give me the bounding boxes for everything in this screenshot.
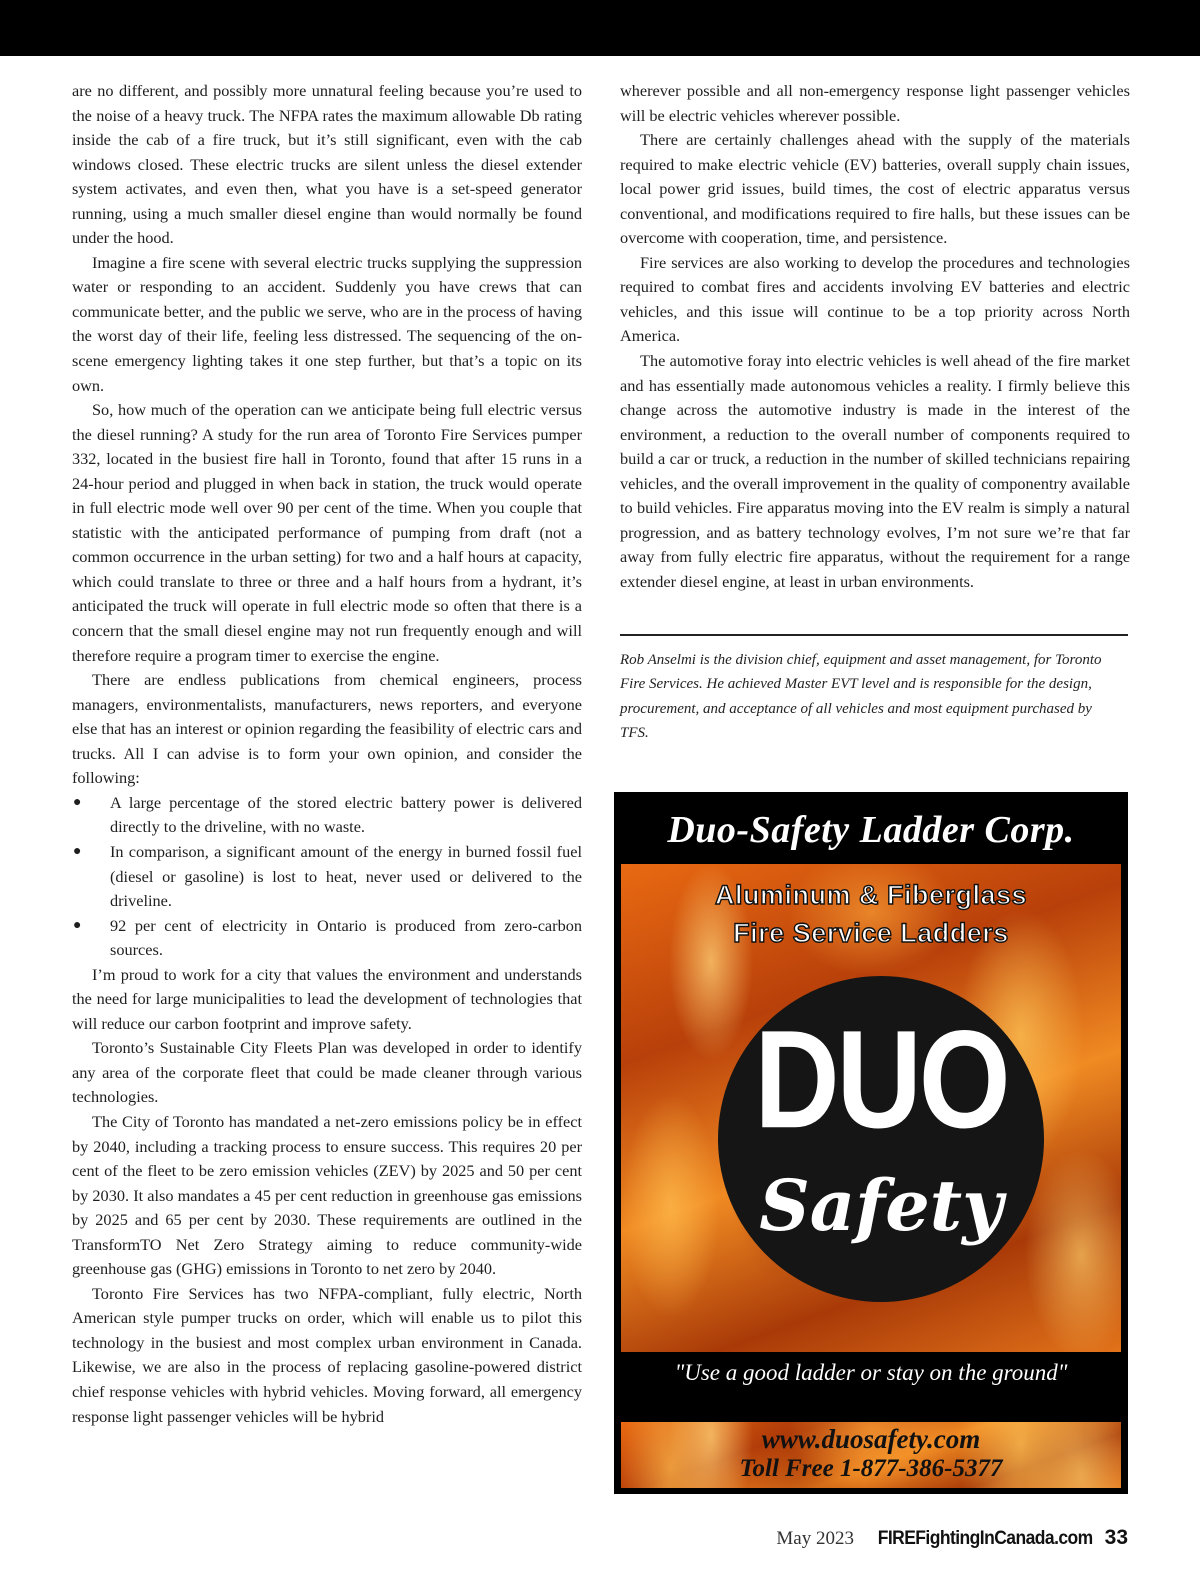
paragraph: I’m proud to work for a city that values the environment and understands the need for large municipalities to lead the development of technologies that will reduce our carbon footprint and improve safety.: [72, 964, 582, 1033]
logo-word-safety: Safety: [759, 1164, 1003, 1247]
bullet-icon: ●: [73, 794, 82, 810]
logo-word-duo: DUO: [754, 1002, 1008, 1158]
issue-date: May 2023: [776, 1528, 854, 1549]
bullet-list: [72, 791, 582, 963]
list-item: ● 92 per cent of electricity in Ontario is produced from zero-carbon sources.: [73, 915, 582, 960]
paragraph: Toronto’s Sustainable City Fleets Plan was developed in order to identify any area of the corporate fleet that could be made cleaner through various technologies.: [72, 1038, 582, 1107]
ad-slogan: "Use a good ladder or stay on the ground": [674, 1360, 1068, 1385]
duo-safety-advertisement[interactable]: [614, 792, 1128, 1494]
article-right-column: [620, 79, 1130, 594]
paragraph: Fire services are also working to develop the procedures and technologies required to combat fires and accidents involving EV batteries and electric vehicles, and this issue will continue to be a top priority across North America.: [620, 252, 1130, 346]
duo-safety-logo: [718, 976, 1044, 1302]
ad-subtitle-line1: Aluminum & Fiberglass: [714, 880, 1028, 910]
paragraph: There are endless publications from chemical engineers, process managers, environmentalists, manufacturers, news reporters, and everyone else that has an interest or opinion regarding the feasibility of electric cars and trucks. All I can advise is to form your own opinion, and consider the following:: [72, 670, 582, 788]
ad-website-link[interactable]: www.duosafety.com: [761, 1424, 981, 1454]
ad-company-name: Duo-Safety Ladder Corp.: [667, 809, 1075, 851]
magazine-website: FIREFightingInCanada.com: [877, 1528, 1093, 1549]
list-item: ● A large percentage of the stored electric battery power is delivered directly to the driveline, with no waste.: [73, 792, 582, 837]
ad-phone-number: Toll Free 1-877-386-5377: [739, 1455, 1003, 1482]
paragraph: Imagine a fire scene with several electric trucks supplying the suppression water or responding to an accident. Suddenly you have crews that can communicate better, and the public we serve, who are in the process of having the worst day of their life, feeling less distressed. The sequencing of the on-scene emergency lighting takes it one step further, but that’s a topic on its own.: [72, 252, 582, 395]
paragraph: There are certainly challenges ahead with the supply of the materials required to make electric vehicle (EV) batteries, overall supply chain issues, local power grid issues, build times, the cost of electric apparatus versus conventional, and modifications required to fire halls, but these issues can be overcome with cooperation, time, and persistence.: [620, 130, 1130, 248]
bio-divider: [620, 634, 1128, 636]
list-item: ● In comparison, a significant amount of the energy in burned fossil fuel (diesel or gasoline) is lost to heat, never used or delivered to the driveline.: [73, 841, 582, 911]
paragraph: are no different, and possibly more unnatural feeling because you’re used to the noise of a heavy truck. The NFPA rates the maximum allowable Db rating inside the cab of a fire truck, but it’s still significant, even with the cab windows closed. These electric trucks are silent unless the diesel extender system activates, and even then, what you have is a set-speed generator running, using a much smaller diesel engine than would normally be found under the hood.: [72, 81, 582, 248]
bullet-icon: ●: [73, 917, 82, 933]
article-left-column: [72, 79, 582, 1429]
fire-background: [621, 864, 1121, 1352]
paragraph: Toronto Fire Services has two NFPA-compliant, fully electric, North American style pumper trucks on order, which will enable us to pilot this technology in the busiest and most complex urban environment in Canada. Likewise, we are also in the process of replacing gasoline-powered district chief response vehicles with hybrid vehicles. Moving forward, all emergency response light passenger vehicles will be hybrid: [72, 1283, 582, 1426]
top-black-bar: [0, 0, 1200, 56]
bullet-icon: ●: [73, 843, 82, 859]
paragraph: The automotive foray into electric vehicles is well ahead of the fire market and has essentially made autonomous vehicles a reality. I firmly believe this change across the automotive industry is made in the interest of the environment, a reduction to the overall number of components required to build a car or truck, a reduction in the number of skilled technicians repairing vehicles, and the overall improvement in the quality of componentry available to build vehicles. Fire apparatus moving into the EV realm is simply a natural progression, and as battery technology evolves, I’m not sure we’re that far away from fully electric fire apparatus, without the requirement for a range extender diesel engine, at least in urban environments.: [620, 351, 1130, 591]
paragraph: So, how much of the operation can we anticipate being full electric versus the diesel running? A study for the run area of Toronto Fire Services pumper 332, located in the busiest fire hall in Toronto, found that after 15 runs in a 24-hour period and plugged in when back in station, the truck would operate in full electric mode well over 90 per cent of the time. When you couple that statistic with the anticipated performance of pumping from draft (not a common occurrence in the urban setting) for two and a half hours at capacity, which could translate to three or three and a half hours from a hydrant, it’s anticipated the truck will operate in full electric mode so often that there is a concern that the small diesel engine may not run frequently enough and will therefore require a program timer to exercise the engine.: [72, 400, 582, 665]
ad-subtitle-line2: Fire Service Ladders: [733, 918, 1009, 948]
page-footer: [776, 1526, 1128, 1556]
paragraph: wherever possible and all non-emergency response light passenger vehicles will be electric vehicles wherever possible.: [620, 81, 1130, 125]
paragraph: The City of Toronto has mandated a net-zero emissions policy be in effect by 2040, including a tracking process to ensure success. This requires 20 per cent of the fleet to be zero emission vehicles (ZEV) by 2025 and 50 per cent by 2030. It also mandates a 45 per cent reduction in greenhouse gas emissions by 2025 and 65 per cent by 2030. These requirements are outlined in the TransformTO Net Zero Strategy aiming to reduce community-wide greenhouse gas (GHG) emissions in Toronto to net zero by 2040.: [72, 1111, 582, 1279]
fire-background-bottom: [621, 1422, 1121, 1488]
author-bio: Rob Anselmi is the division chief, equipment and asset management, for Toronto Fire Services. He achieved Master EVT level and is responsible for the design, procurement, and acceptance of all vehicles and most equipment purchased by TFS.: [620, 652, 1102, 742]
page-number: 33: [1104, 1526, 1128, 1549]
